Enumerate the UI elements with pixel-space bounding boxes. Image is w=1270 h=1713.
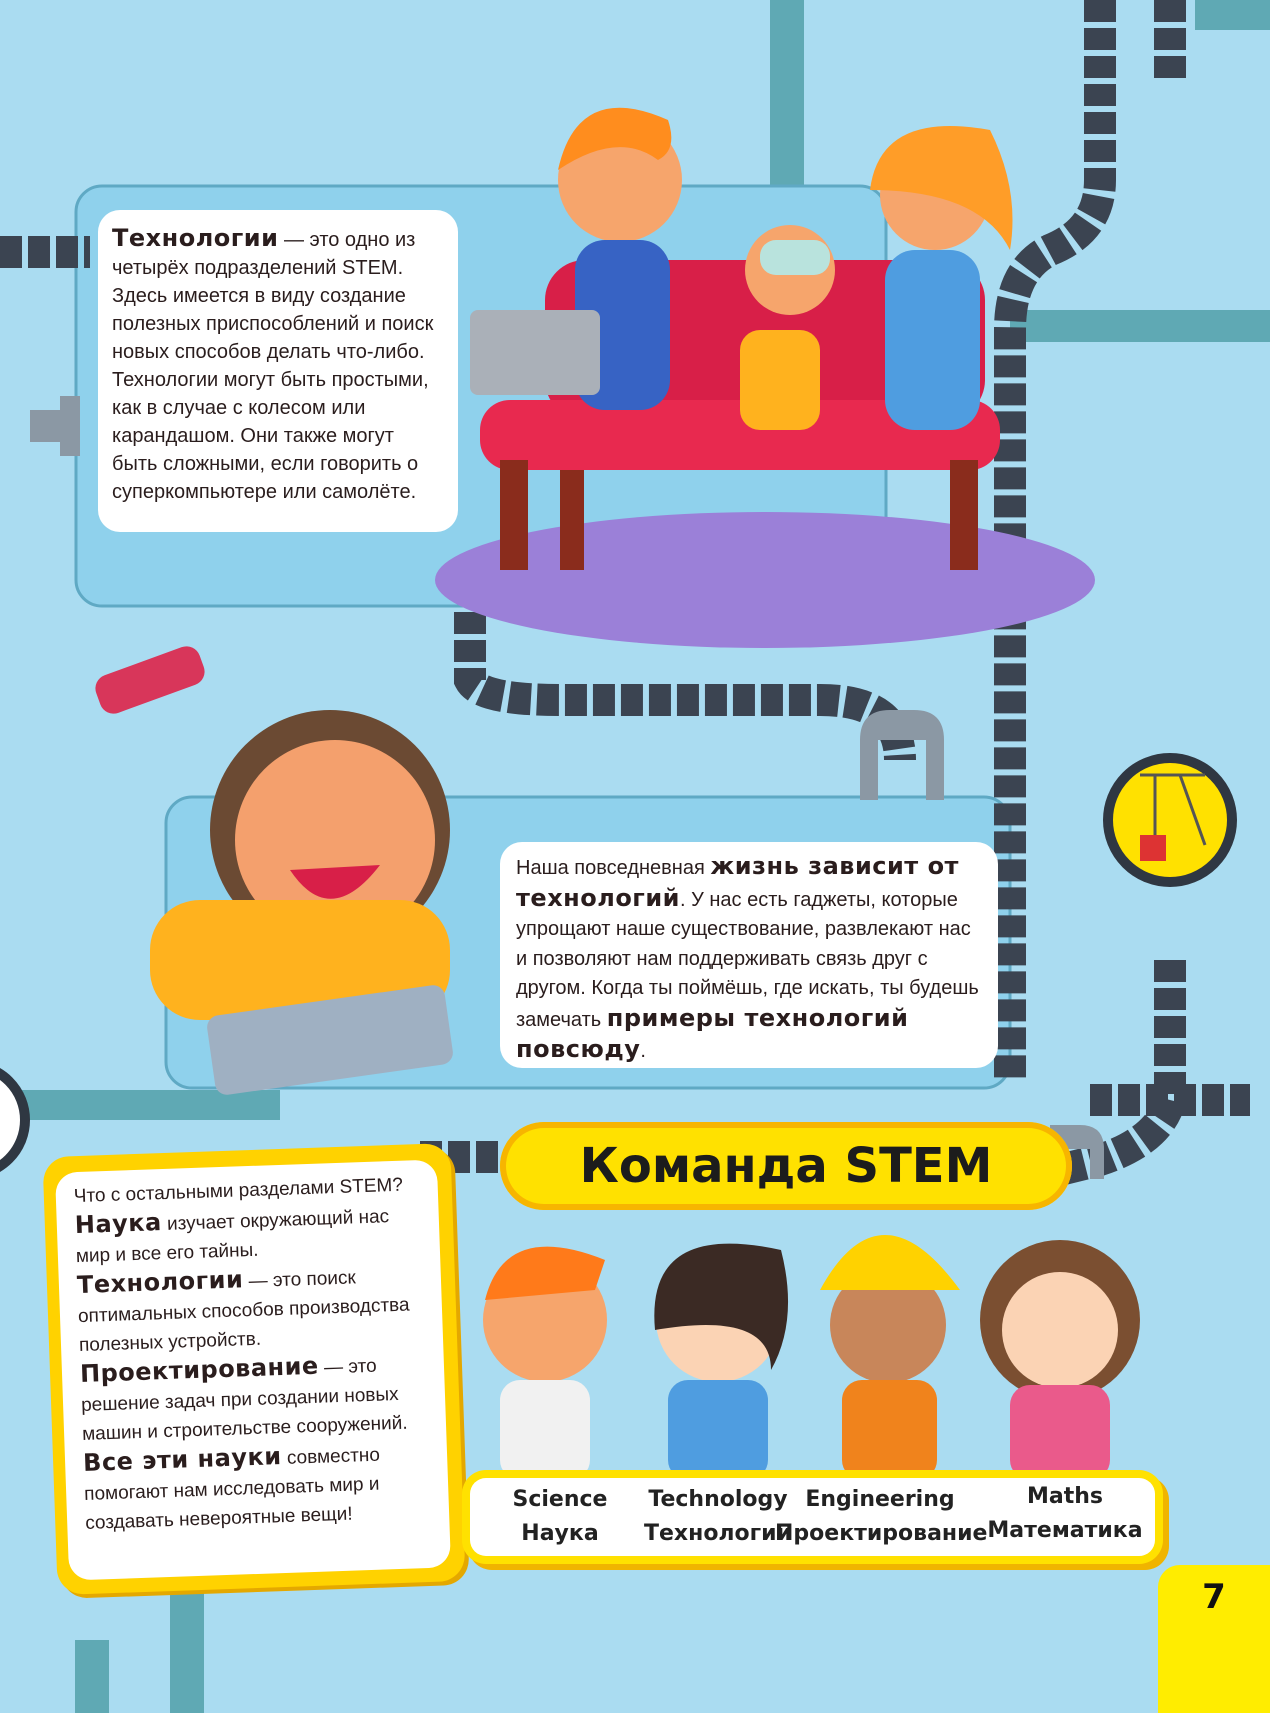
label-maths — [975, 1480, 1155, 1548]
daily-part3: . — [640, 1040, 646, 1062]
page-number-tab — [1158, 1565, 1270, 1713]
label-maths-en: Maths — [1026, 1484, 1103, 1509]
label-technology-en: Technology — [648, 1487, 788, 1512]
rug — [435, 512, 1095, 648]
others-t5: совместно помогают нам исследовать мир и создавать невероятные вещи! — [83, 1444, 381, 1534]
others-t3: — это поиск оптимальных способов производства полезных устройств. — [77, 1267, 410, 1357]
daily-part1: Наша повседневная — [516, 857, 711, 879]
others-h1: Наука — [74, 1208, 163, 1240]
others-h3: Проектирование — [79, 1351, 320, 1389]
others-h4: Все эти науки — [82, 1442, 283, 1477]
team-labels — [470, 1478, 1155, 1556]
label-technology-ru: Технологии — [644, 1521, 792, 1546]
crane-circle — [1108, 758, 1232, 882]
team-illustration — [483, 1235, 1140, 1480]
daily-part2: . У нас есть гаджеты, которые упрощают наше существование, развлекают нас и позволяют нам поддерживать связь друг с другом. Когда ты поймёшь, где искать, ты будешь замечать — [516, 888, 979, 1031]
team-banner — [500, 1122, 1072, 1210]
label-maths-ru: Математика — [987, 1518, 1143, 1543]
page-number: 7 — [1202, 1577, 1226, 1617]
girl-illustration — [91, 642, 454, 1096]
other-sections-card — [55, 1159, 451, 1580]
others-t4: — это решение задач при создании новых машин и строительстве сооружений. — [80, 1355, 408, 1445]
label-science — [470, 1483, 650, 1551]
daily-highlight1: жизнь зависит от технологий — [516, 852, 959, 912]
others-t1: Что с остальными разделами STEM? — [73, 1174, 404, 1208]
label-science-en: Science — [512, 1487, 608, 1512]
label-engineering-ru: Проектирование — [775, 1521, 988, 1546]
intro-text-card — [98, 210, 458, 532]
others-h2: Технологии — [76, 1265, 244, 1300]
label-science-ru: Наука — [521, 1521, 599, 1546]
others-t2: изучает окружающий нас мир и все его тайны. — [75, 1206, 390, 1268]
daily-highlight2: примеры технологий повсюду — [516, 1003, 909, 1063]
daily-life-card — [500, 842, 998, 1068]
intro-highlight: Технологии — [112, 224, 279, 252]
intro-body: — это одно из четырёх подразделений STEM. Здесь имеется в виду создание полезных приспособлений и поиск новых способов делать что-либо. Технологии могут быть простыми, как в случае с колесом или карандашом. Они также могут быть сложными, если говорить о суперкомпьютере или самолёте. — [112, 229, 434, 503]
label-engineering-en: Engineering — [805, 1487, 955, 1512]
team-title: Команда STEM — [579, 1138, 993, 1194]
label-engineering — [775, 1483, 988, 1551]
